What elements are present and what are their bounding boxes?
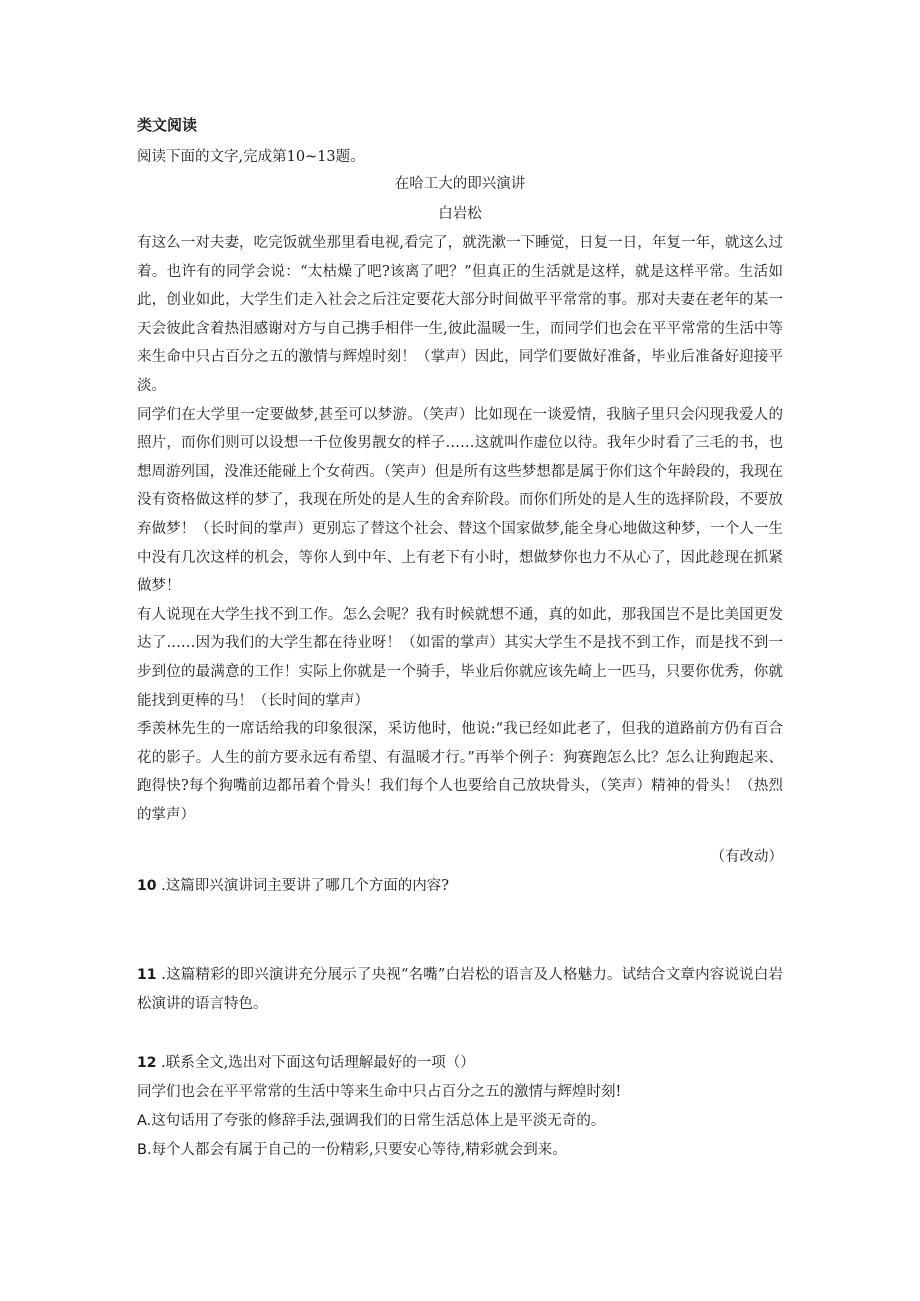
option-letter: B. [137,1142,152,1158]
reading-instruction: 阅读下面的文字,完成第10~13题。 [137,149,365,165]
quoted-sentence: 同学们也会在平平常常的生活中等来生命中只占百分之五的激情与辉煌时刻! [137,1084,622,1100]
article-body [137,229,783,829]
question-12 [137,1049,783,1078]
revision-note: （有改动） [710,849,783,865]
option-a[interactable] [137,1107,783,1136]
question-10 [137,872,783,901]
article-title: 在哈工大的即兴演讲 [394,176,526,192]
option-letter: A. [137,1113,152,1129]
question-11 [137,961,783,1019]
question-number: 10 [137,878,157,894]
question-text: .这篇精彩的即兴演讲充分展示了央视“名嘴”白岩松的语言及人格魅力。试结合文章内容说说白岩松演讲的语言特色。 [137,967,783,1012]
question-number: 11 [137,967,157,983]
article-paragraph: 有这么一对夫妻，吃完饭就坐那里看电视,看完了，就洗漱一下睡觉，日复一日，年复一年，就这么过着。也许有的同学会说：“太枯燥了吧?该离了吧？”但真正的生活就是这样，就是这样平常。生活如此，创业如此，大学生们走入社会之后注定要花大部分时间做平平常常的事。那对夫妻在老年的某一天会彼此含着热泪感谢对方与自己携手相伴一生,彼此温暖一生，而同学们也会在平平常常的生活中等来生命中只占百分之五的激情与辉煌时刻！（掌声）因此，同学们要做好准备，毕业后准备好迎接平淡。 [137,235,783,394]
option-b[interactable] [137,1136,783,1165]
section-title: 类文阅读 [137,116,198,134]
question-number: 12 [137,1055,157,1071]
article-paragraph: 同学们在大学里一定要做梦,甚至可以梦游。（笑声）比如现在一谈爱情，我脑子里只会闪现我爱人的照片，而你们则可以设想一千位俊男靓女的样子……这就叫作虚位以待。我年少时看了三毛的书，也想周游列国，没准还能碰上个女荷西。（笑声）但是所有这些梦想都是属于你们这个年龄段的，我现在没有资格做这样的梦了，我现在所处的是人生的舍弃阶段。而你们所处的是人生的选择阶段，不要放弃做梦！（长时间的掌声）更别忘了替这个社会、替这个国家做梦,能全身心地做这种梦，一个人一生中没有几次这样的机会，等你人到中年、上有老下有小时，想做梦你也力不从心了，因此趁现在抓紧做梦！ [137,406,783,595]
option-text: 这句话用了夸张的修辞手法,强调我们的日常生活总体上是平淡无奇的。 [151,1113,606,1129]
article-paragraph: 有人说现在大学生找不到工作。怎么会呢？我有时候就想不通，真的如此，那我国岂不是比美国更发达了……因为我们的大学生都在待业呀！（如雷的掌声）其实大学生不是找不到工作，而是找不到一步到位的最满意的工作！实际上你就是一个骑手，毕业后你就应该先崎上一匹马，只要你优秀，你就能找到更棒的马！（长时间的掌声） [137,606,783,709]
article-paragraph: 季羡林先生的一席话给我的印象很深，采访他时，他说:“我已经如此老了，但我的道路前方仍有百合花的影子。人生的前方要永远有希望、有温暖才行。”再举个例子：狗赛跑怎么比？怎么让狗跑起来、跑得快?每个狗嘴前边都吊着个骨头！我们每个人也要给自己放块骨头，（笑声）精神的骨头！（热烈的掌声） [137,721,783,823]
question-text: .联系全文,选出对下面这句话理解最好的一项（） [161,1055,475,1071]
article-author: 白岩松 [438,206,482,222]
question-text: .这篇即兴演讲词主要讲了哪几个方面的内容? [161,878,449,894]
option-text: 每个人都会有属于自己的一份精彩,只要安心等待,精彩就会到来。 [151,1142,567,1158]
